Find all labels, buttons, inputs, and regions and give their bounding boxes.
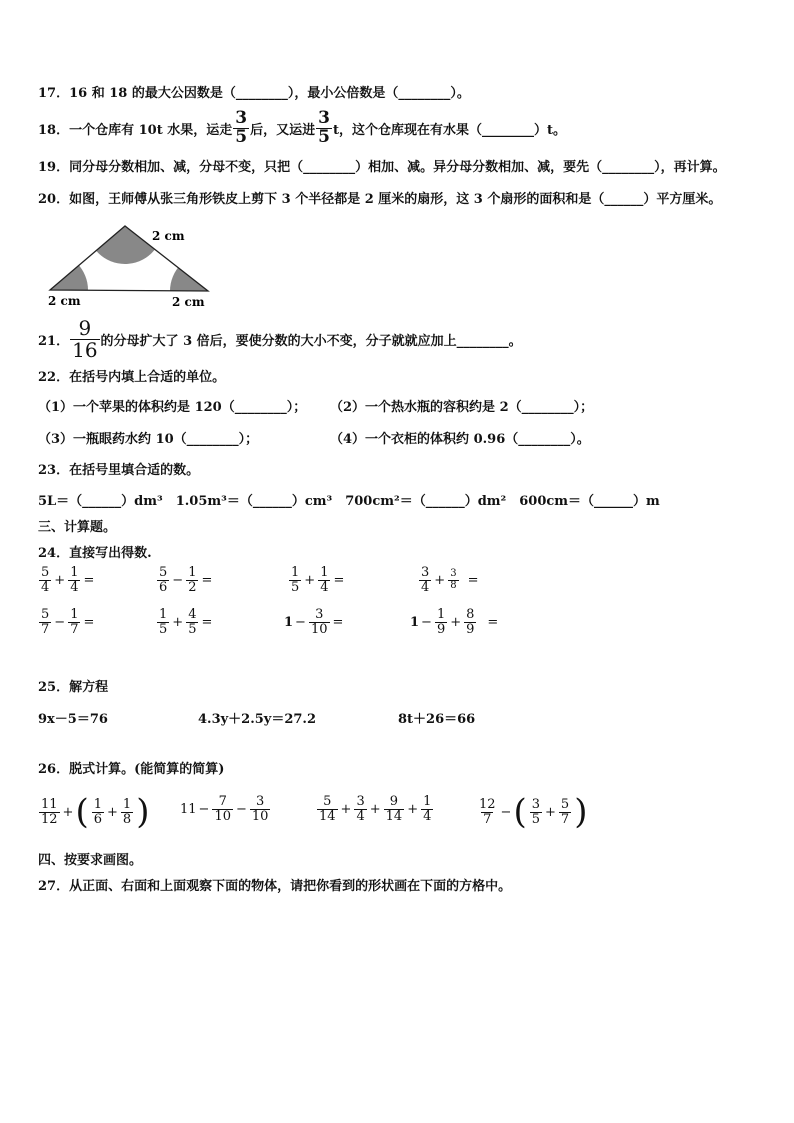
question-22-c: （3）一瓶眼药水约 10（________）； — [38, 432, 259, 447]
expr-24-1: $\frac{5}{4}$ + $\frac{1}{4}$ = — [41, 565, 95, 595]
expr-26-3: $\frac{5}{14}$ + $\frac{3}{4}$ + $\frac{9}{14}$ + $\frac{1}{4}$ — [319, 794, 432, 824]
label-right: 2 cm — [172, 295, 205, 309]
section-3-heading: 三、计算题。 — [38, 520, 117, 535]
expr-24-7: 1 − $\frac{3}{10}$ = — [284, 607, 344, 637]
question-23-title: 23．在括号里填合适的数。 — [38, 463, 200, 478]
question-22-title: 22．在括号内填上合适的单位。 — [38, 370, 226, 385]
expr-24-8: 1 − $\frac{1}{9}$ + $\frac{8}{9}$ = — [410, 607, 499, 637]
label-top: 2 cm — [152, 229, 185, 243]
expr-24-4: $\frac{3}{4}$ + $\frac{3}{8}$ = — [421, 565, 479, 595]
expr-24-6: $\frac{1}{5}$ + $\frac{4}{5}$ = — [159, 607, 213, 637]
question-21: 21． $\frac{9}{16}$ 的分母扩大了 3 倍后，要使分数的大小不变，分子就就应加上________。 — [38, 316, 522, 362]
fraction: $\frac{9}{16}$ — [72, 316, 98, 362]
question-20: 20．如图，王师傅从张三角形铁皮上剪下 3 个半径都是 2 厘米的扇形，这 3 个扇形的面积和是（______）平方厘米。 — [38, 192, 722, 207]
equation-1: 9x－5＝76 — [38, 712, 108, 727]
label-left: 2 cm — [48, 294, 81, 308]
question-25-title: 25．解方程 — [38, 680, 109, 695]
fraction: $\frac{3}{5}$ — [318, 108, 330, 147]
equation-2: 4.3y＋2.5y＝27.2 — [198, 712, 317, 727]
question-22-b: （2）一个热水瓶的容积约是 2（________）； — [330, 400, 594, 415]
question-19: 19．同分母分数相加、减，分母不变，只把（________）相加、减。异分母分数相加、减，要先（________），再计算。 — [38, 160, 726, 175]
expr-26-1: $\frac{11}{12}$ + ( $\frac{1}{6}$ + $\frac{1}{8}$ ) — [41, 792, 150, 832]
question-23-line: 5L＝（______）dm³ 1.05m³＝（______）cm³ 700cm²＝（______）dm² 600cm＝（______）m — [38, 494, 660, 509]
section-4-heading: 四、按要求画图。 — [38, 853, 143, 868]
question-18: 18．一个仓库有 10t 水果，运走 $\frac{3}{5}$ 后，又运进 $\frac{3}{5}$ t，这个仓库现在有水果（________）t。 — [38, 108, 566, 147]
equation-3: 8t＋26＝66 — [398, 712, 476, 727]
question-27: 27．从正面、右面和上面观察下面的物体，请把你看到的形状画在下面的方格中。 — [38, 879, 512, 894]
question-22-a: （1）一个苹果的体积约是 120（________）； — [38, 400, 307, 415]
question-17: 17．16 和 18 的最大公因数是（________），最小公倍数是（________）。 — [38, 86, 470, 101]
fraction: $\frac{3}{5}$ — [235, 108, 248, 147]
expr-26-2: 11 − $\frac{7}{10}$ − $\frac{3}{10}$ — [180, 794, 269, 824]
expr-24-2: $\frac{5}{6}$ − $\frac{1}{2}$ = — [159, 565, 213, 595]
question-26-title: 26．脱式计算。(能简算的简算) — [38, 762, 225, 777]
question-22-d: （4）一个衣柜的体积约 0.96（________）。 — [330, 432, 590, 447]
triangle-figure — [40, 220, 220, 312]
expr-24-3: $\frac{1}{5}$ + $\frac{1}{4}$ = — [291, 565, 345, 595]
expr-24-5: $\frac{5}{7}$ − $\frac{1}{7}$ = — [41, 607, 95, 637]
question-24-title: 24．直接写出得数. — [38, 546, 152, 561]
expr-26-4: $\frac{12}{7}$ − ( $\frac{3}{5}$ + $\frac{5}{7}$ ) — [479, 792, 588, 832]
